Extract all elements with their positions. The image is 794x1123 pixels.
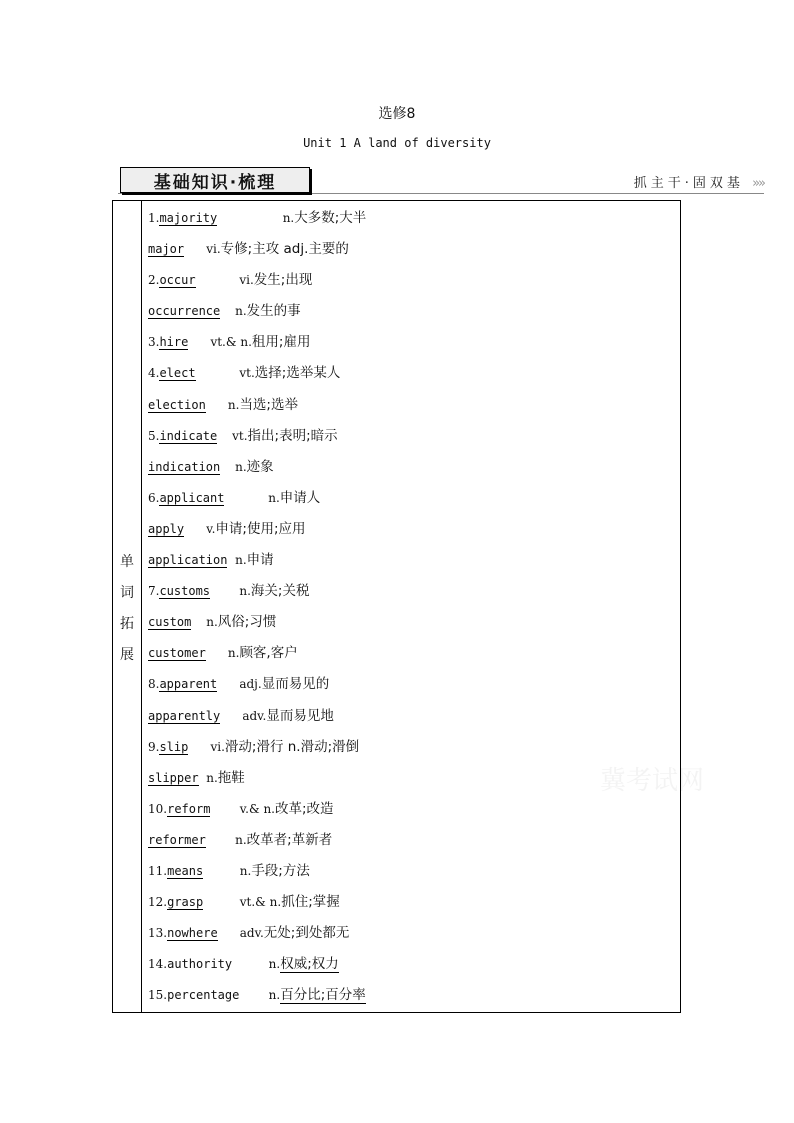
- vocab-word: authority: [167, 957, 233, 972]
- vocab-part-of-speech: n.: [239, 863, 252, 878]
- vocab-gap: [220, 460, 227, 474]
- vocab-gap: [218, 926, 232, 940]
- vocab-word: nowhere: [167, 926, 218, 941]
- vocab-meaning: 大多数;大半: [294, 210, 367, 226]
- vocab-word: indication: [148, 459, 221, 474]
- vocab-part-of-speech: vi.: [210, 739, 225, 754]
- vocab-gap: [188, 335, 202, 349]
- vocab-meaning: 拖鞋: [217, 769, 245, 786]
- vocab-meaning: 申请;使用;应用: [215, 520, 306, 537]
- vocab-meaning: 迹象: [246, 458, 274, 475]
- unit-subtitle: Unit 1 A land of diversity: [303, 136, 491, 150]
- vocab-part-of-speech: vt.& n.: [210, 335, 252, 350]
- vocab-part-of-speech: n.: [235, 553, 247, 568]
- section-tagline: [634, 172, 764, 191]
- vocab-row: [148, 887, 676, 918]
- vocab-row: [148, 483, 676, 514]
- vocab-part-of-speech: n.: [235, 832, 247, 847]
- section-banner: [118, 167, 764, 194]
- side-label-char: 词: [120, 585, 134, 601]
- vocab-number: 14.: [148, 957, 168, 972]
- vocab-gap: [217, 677, 231, 691]
- vocab-meaning: 发生的事: [246, 303, 301, 320]
- vocab-gap: [217, 429, 224, 443]
- vocab-meaning: 显而易见地: [266, 707, 334, 724]
- vocab-row: [148, 825, 676, 856]
- vocab-part-of-speech: n.: [268, 988, 281, 1003]
- vocab-row: [148, 918, 676, 949]
- vocab-meaning: 申请: [246, 552, 274, 569]
- vocab-meaning: 显而易见的: [261, 676, 330, 693]
- vocab-row: [148, 265, 676, 296]
- vocab-meaning: 手段;方法: [251, 862, 310, 879]
- vocab-part-of-speech: vi.: [239, 273, 254, 288]
- vocab-number: 8.: [148, 677, 160, 692]
- vocab-gap: [206, 398, 220, 412]
- side-label: [113, 547, 141, 671]
- vocabulary-table: [112, 200, 681, 1013]
- vocab-word: slip: [159, 739, 189, 754]
- vocab-row: [148, 296, 676, 327]
- vocab-word: percentage: [167, 988, 240, 1003]
- side-label-char: 单: [120, 554, 134, 570]
- vocab-part-of-speech: adv.: [239, 926, 264, 941]
- vocab-part-of-speech: vt.& n.: [239, 895, 282, 910]
- vocab-part-of-speech: vi.: [206, 242, 221, 257]
- vocab-number: 13.: [148, 926, 168, 941]
- vocab-word: indicate: [159, 428, 218, 443]
- vocab-meaning: 租用;雇用: [251, 334, 311, 351]
- vocab-row: [148, 421, 676, 452]
- vocab-gap: [232, 957, 261, 971]
- vocab-row: [148, 980, 676, 1011]
- side-label-char: 展: [120, 647, 134, 663]
- vocab-row: [148, 358, 676, 389]
- vocab-number: 4.: [148, 366, 160, 381]
- side-label-char: 拓: [120, 616, 134, 632]
- vocab-row: [148, 763, 676, 794]
- vocab-part-of-speech: adv.: [242, 708, 267, 723]
- vocab-number: 6.: [148, 490, 160, 505]
- vocab-meaning: 百分比;百分率: [280, 987, 366, 1004]
- vocab-meaning: 无处;到处都无: [263, 925, 350, 942]
- vocab-word: customer: [148, 646, 206, 661]
- vocab-row: [148, 234, 676, 265]
- vocab-meaning: 滑动;滑行 n.滑动;滑倒: [224, 738, 360, 755]
- vocab-gap: [206, 833, 228, 847]
- section-tagline-text: 抓主干·固双基: [633, 176, 744, 191]
- vocab-part-of-speech: v.& n.: [239, 801, 275, 816]
- vocab-meaning: 权威;权力: [280, 956, 339, 973]
- vocab-word: slipper: [148, 770, 199, 785]
- vocab-row: [148, 545, 676, 576]
- vocab-gap: [191, 615, 198, 629]
- vocab-number: 1.: [148, 211, 160, 225]
- vocab-number: 5.: [148, 428, 160, 443]
- vocab-row: [148, 669, 676, 700]
- vocab-part-of-speech: vt.: [232, 428, 248, 443]
- vocab-part-of-speech: n.: [268, 490, 280, 505]
- vocab-row: [148, 452, 676, 483]
- vocab-part-of-speech: v.: [206, 521, 216, 536]
- vocab-word: apparently: [148, 708, 221, 723]
- vocab-part-of-speech: n.: [282, 211, 295, 225]
- vocab-number: 7.: [148, 584, 160, 599]
- vocab-part-of-speech: n.: [235, 459, 247, 474]
- vocab-gap: [210, 584, 232, 598]
- vocab-word: application: [148, 553, 228, 568]
- vocab-meaning: 发生;出现: [253, 272, 313, 289]
- vocab-word: elect: [159, 366, 196, 381]
- vocab-number: 10.: [148, 801, 168, 816]
- vocab-word: means: [167, 863, 204, 878]
- vocab-word: grasp: [167, 895, 204, 910]
- vocab-meaning: 改革者;革新者: [246, 831, 333, 848]
- vocab-number: 3.: [148, 335, 160, 350]
- vocab-word: hire: [159, 335, 189, 350]
- vocab-gap: [196, 273, 232, 287]
- vocab-part-of-speech: n.: [227, 397, 240, 412]
- vocab-meaning: 专修;主攻 adj.主要的: [220, 241, 349, 258]
- vocab-part-of-speech: n.: [268, 957, 281, 972]
- vocab-row: [148, 390, 676, 421]
- vocab-gap: [210, 802, 232, 816]
- vocab-word: occur: [159, 273, 196, 288]
- watermark: 冀考试网: [600, 766, 705, 796]
- vocab-row: [148, 732, 676, 763]
- vocab-gap: [196, 366, 232, 380]
- vocab-row: [148, 638, 676, 669]
- vocab-number: 2.: [148, 273, 160, 288]
- vocab-meaning: 海关;关税: [250, 583, 310, 600]
- vocab-word: majority: [159, 211, 218, 225]
- vocab-row: [148, 514, 676, 545]
- vocab-word: apply: [148, 521, 185, 536]
- vocab-meaning: 当选;选举: [239, 396, 298, 413]
- vocab-part-of-speech: adj.: [239, 677, 262, 692]
- vocab-word: apparent: [159, 677, 218, 692]
- vocab-number: 15.: [148, 988, 168, 1003]
- vocab-number: 12.: [148, 895, 168, 910]
- vocab-part-of-speech: n.: [239, 584, 251, 599]
- vocab-meaning: 指出;表明;暗示: [247, 427, 338, 444]
- vocab-gap: [184, 522, 198, 536]
- vocab-row: [148, 203, 676, 234]
- vocab-word: applicant: [159, 490, 225, 505]
- vocab-gap: [206, 646, 220, 660]
- vocab-meaning: 选择;选举某人: [254, 365, 341, 382]
- section-title: 基础知识·梳理: [120, 167, 310, 193]
- vocab-part-of-speech: n.: [206, 770, 218, 785]
- vocab-gap: [203, 895, 232, 909]
- vocab-row: [148, 794, 676, 825]
- vocab-meaning: 申请人: [279, 489, 321, 506]
- vocab-gap: [217, 211, 275, 225]
- vocab-part-of-speech: vt.: [239, 366, 255, 381]
- vocab-meaning: 风俗;习惯: [217, 614, 277, 631]
- vocab-gap: [239, 988, 261, 1002]
- vocab-word: election: [148, 397, 206, 412]
- vocab-number: 9.: [148, 739, 160, 754]
- vocab-part-of-speech: n.: [235, 304, 247, 319]
- vocab-meaning: 抓住;掌握: [281, 894, 340, 911]
- vocab-gap: [188, 740, 202, 754]
- vocabulary-list: [148, 203, 676, 1011]
- vocab-row: [148, 701, 676, 732]
- vocab-word: occurrence: [148, 304, 221, 319]
- vocab-gap: [220, 709, 234, 723]
- vocab-meaning: 顾客,客户: [239, 645, 298, 662]
- vocab-gap: [203, 864, 232, 878]
- vocab-meaning: 改革;改造: [275, 800, 334, 817]
- vocab-part-of-speech: n.: [206, 615, 218, 630]
- vocab-word: customs: [159, 584, 211, 599]
- vocab-row: [148, 949, 676, 980]
- vocab-row: [148, 607, 676, 638]
- vocab-row: [148, 856, 676, 887]
- double-chevron-right-icon: »»: [752, 176, 764, 191]
- vocab-gap: [224, 491, 260, 505]
- vocab-word: major: [148, 242, 185, 257]
- side-column: [113, 201, 142, 1012]
- vocab-part-of-speech: n.: [227, 646, 240, 661]
- vocab-number: 11.: [148, 863, 168, 878]
- vocab-gap: [220, 304, 227, 318]
- vocab-row: [148, 576, 676, 607]
- vocab-word: reformer: [148, 832, 206, 847]
- vocab-gap: [184, 242, 198, 256]
- vocab-word: reform: [167, 801, 211, 816]
- page-title: 选修8: [378, 106, 416, 122]
- vocab-row: [148, 327, 676, 358]
- vocab-word: custom: [148, 615, 192, 630]
